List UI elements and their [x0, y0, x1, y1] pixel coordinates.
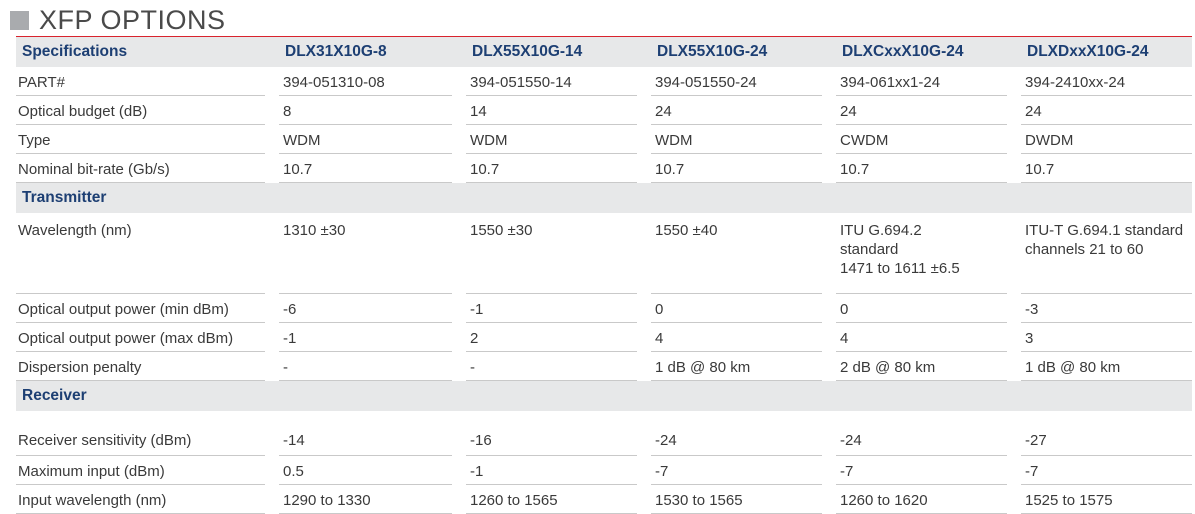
table-cell: - — [466, 352, 637, 381]
row-label: PART# — [16, 67, 265, 96]
row-label: Input wavelength (nm) — [16, 485, 265, 514]
table-row — [16, 411, 1192, 456]
table-cell: 3 — [1021, 323, 1192, 352]
table-cell: 1260 to 1565 — [466, 485, 637, 514]
table-cell: 10.7 — [651, 154, 822, 183]
table-row — [16, 67, 1192, 96]
table-row — [16, 213, 1192, 294]
table-cell: 1550 ±30 — [466, 213, 637, 294]
table-cell: 4 — [836, 323, 1007, 352]
table-cell: 10.7 — [836, 154, 1007, 183]
table-cell: 1310 ±30 — [279, 213, 452, 294]
table-cell: -27 — [1021, 411, 1192, 456]
table-cell: 24 — [836, 96, 1007, 125]
table-cell: -3 — [1021, 294, 1192, 323]
table-row — [16, 125, 1192, 154]
table-row — [16, 456, 1192, 485]
table-cell: 394-051550-24 — [651, 67, 822, 96]
row-label: Receiver sensitivity (dBm) — [16, 411, 265, 456]
row-label: Nominal bit-rate (Gb/s) — [16, 154, 265, 183]
table-cell: -24 — [836, 411, 1007, 456]
header-model-3: DLX55X10G-24 — [651, 36, 836, 67]
table-cell: 4 — [651, 323, 822, 352]
table-cell: DWDM — [1021, 125, 1192, 154]
section-receiver — [16, 381, 1192, 411]
header-model-4: DLXCxxX10G-24 — [836, 36, 1021, 67]
table-cell: -7 — [651, 456, 822, 485]
table-cell: -6 — [279, 294, 452, 323]
table-row — [16, 294, 1192, 323]
row-label: Type — [16, 125, 265, 154]
table-row — [16, 352, 1192, 381]
table-cell: 394-051550-14 — [466, 67, 637, 96]
header-model-2: DLX55X10G-14 — [466, 36, 651, 67]
table-cell: 0 — [836, 294, 1007, 323]
table-cell: ITU G.694.2 standard 1471 to 1611 ±6.5 — [836, 213, 1007, 294]
table-cell: 0 — [651, 294, 822, 323]
table-cell: WDM — [466, 125, 637, 154]
section-title: Transmitter — [16, 183, 279, 213]
table-row — [16, 323, 1192, 352]
table-cell: 1525 to 1575 — [1021, 485, 1192, 514]
table-cell: 394-051310-08 — [279, 67, 452, 96]
table-cell: -1 — [279, 323, 452, 352]
table-cell: 24 — [1021, 96, 1192, 125]
table-cell: -1 — [466, 456, 637, 485]
table-cell: -1 — [466, 294, 637, 323]
table-cell: 10.7 — [279, 154, 452, 183]
table-cell: 10.7 — [466, 154, 637, 183]
row-label: Dispersion penalty — [16, 352, 265, 381]
table-cell: 24 — [651, 96, 822, 125]
table-cell: CWDM — [836, 125, 1007, 154]
table-cell: 10.7 — [1021, 154, 1192, 183]
table-cell: 1 dB @ 80 km — [651, 352, 822, 381]
xfp-options-table — [16, 36, 1192, 514]
table-cell: WDM — [651, 125, 822, 154]
table-cell: 1260 to 1620 — [836, 485, 1007, 514]
table-cell: -24 — [651, 411, 822, 456]
table-cell: 0.5 — [279, 456, 452, 485]
table-cell: - — [279, 352, 452, 381]
row-label: Optical budget (dB) — [16, 96, 265, 125]
table-cell: 1290 to 1330 — [279, 485, 452, 514]
table-cell: 2 — [466, 323, 637, 352]
table-cell: 2 dB @ 80 km — [836, 352, 1007, 381]
row-label: Optical output power (min dBm) — [16, 294, 265, 323]
section-title: Receiver — [16, 381, 279, 411]
table-row — [16, 485, 1192, 514]
table-cell: 14 — [466, 96, 637, 125]
table-cell: 394-061xx1-24 — [836, 67, 1007, 96]
table-cell: -16 — [466, 411, 637, 456]
table-row — [16, 96, 1192, 125]
row-label: Maximum input (dBm) — [16, 456, 265, 485]
section-transmitter — [16, 183, 1192, 213]
header-model-5: DLXDxxX10G-24 — [1021, 36, 1192, 67]
table-cell: -7 — [836, 456, 1007, 485]
header-model-1: DLX31X10G-8 — [279, 36, 466, 67]
header-specifications: Specifications — [16, 36, 279, 67]
table-cell: 1550 ±40 — [651, 213, 822, 294]
table-cell: WDM — [279, 125, 452, 154]
row-label: Optical output power (max dBm) — [16, 323, 265, 352]
table-row — [16, 154, 1192, 183]
table-cell: -14 — [279, 411, 452, 456]
table-cell: -7 — [1021, 456, 1192, 485]
title-text: XFP OPTIONS — [39, 4, 226, 35]
table-cell: 8 — [279, 96, 452, 125]
table-cell: 1 dB @ 80 km — [1021, 352, 1192, 381]
table-cell: ITU-T G.694.1 standard channels 21 to 60 — [1021, 213, 1192, 294]
table-cell: 394-2410xx-24 — [1021, 67, 1192, 96]
page-title — [10, 4, 226, 36]
header-row — [16, 36, 1192, 67]
title-square-icon — [10, 11, 29, 30]
row-label: Wavelength (nm) — [16, 213, 265, 294]
table-cell: 1530 to 1565 — [651, 485, 822, 514]
